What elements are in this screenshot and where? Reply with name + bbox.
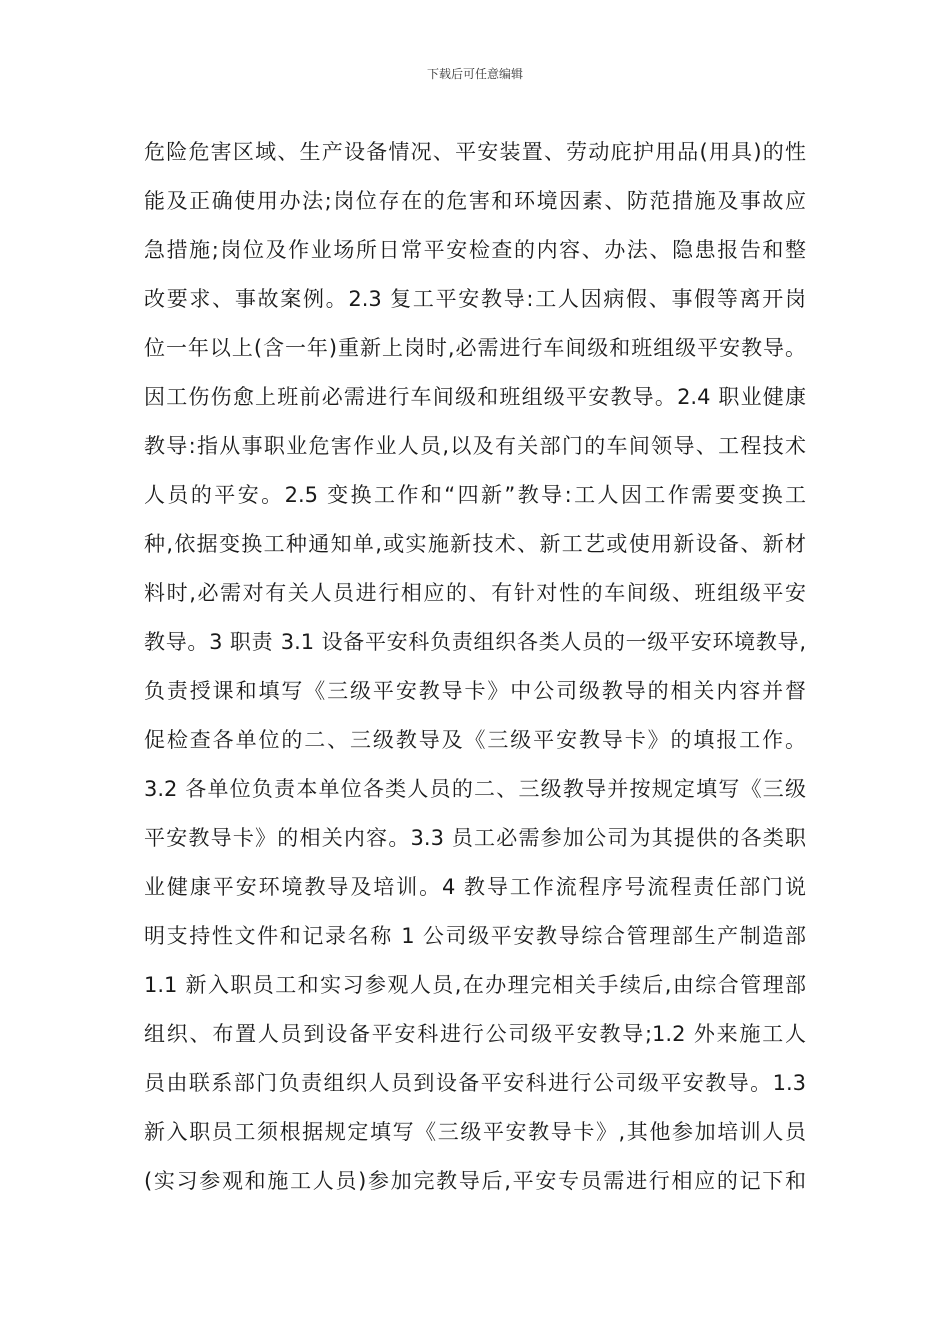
- text-line: 平安教导卡》的相关内容。3.3 员工必需参加公司为其提供的各类职: [144, 826, 806, 850]
- text-line: (实习参观和施工人员)参加完教导后,平安专员需进行相应的记下和: [144, 1169, 806, 1193]
- body-text: [144, 128, 806, 1206]
- page-header: 下载后可任意编辑: [426, 67, 523, 81]
- text-line: 急措施;岗位及作业场所日常平安检查的内容、办法、隐患报告和整: [144, 238, 806, 262]
- text-line: 明支持性文件和记录名称 1 公司级平安教导综合管理部生产制造部: [144, 924, 806, 948]
- text-line: 危险危害区域、生产设备情况、平安装置、劳动庇护用品(用具)的性: [144, 140, 806, 164]
- text-line: 人员的平安。2.5 变换工作和“四新”教导:工人因工作需要变换工: [144, 483, 806, 507]
- text-line: 料时,必需对有关人员进行相应的、有针对性的车间级、班组级平安: [144, 581, 806, 605]
- text-line: 新入职员工须根据规定填写《三级平安教导卡》,其他参加培训人员: [144, 1120, 806, 1144]
- text-line: 种,依据变换工种通知单,或实施新技术、新工艺或使用新设备、新材: [144, 532, 806, 556]
- text-line: 因工伤伤愈上班前必需进行车间级和班组级平安教导。2.4 职业健康: [144, 385, 806, 409]
- text-line: 位一年以上(含一年)重新上岗时,必需进行车间级和班组级平安教导。: [144, 336, 806, 360]
- text-line: 改要求、事故案例。2.3 复工平安教导:工人因病假、事假等离开岗: [144, 287, 806, 311]
- text-line: 负责授课和填写《三级平安教导卡》中公司级教导的相关内容并督: [144, 679, 806, 703]
- text-line: 教导:指从事职业危害作业人员,以及有关部门的车间领导、工程技术: [144, 434, 806, 458]
- text-line: 1.1 新入职员工和实习参观人员,在办理完相关手续后,由综合管理部: [144, 973, 806, 997]
- text-line: 业健康平安环境教导及培训。4 教导工作流程序号流程责任部门说: [144, 875, 806, 899]
- text-line: 员由联系部门负责组织人员到设备平安科进行公司级平安教导。1.3: [144, 1071, 806, 1095]
- text-line: 促检查各单位的二、三级教导及《三级平安教导卡》的填报工作。: [144, 728, 806, 752]
- text-line: 3.2 各单位负责本单位各类人员的二、三级教导并按规定填写《三级: [144, 777, 806, 801]
- text-line: 教导。3 职责 3.1 设备平安科负责组织各类人员的一级平安环境教导,: [144, 630, 806, 654]
- text-line: 组织、布置人员到设备平安科进行公司级平安教导;1.2 外来施工人: [144, 1022, 806, 1046]
- text-line: 能及正确使用办法;岗位存在的危害和环境因素、防范措施及事故应: [144, 189, 806, 213]
